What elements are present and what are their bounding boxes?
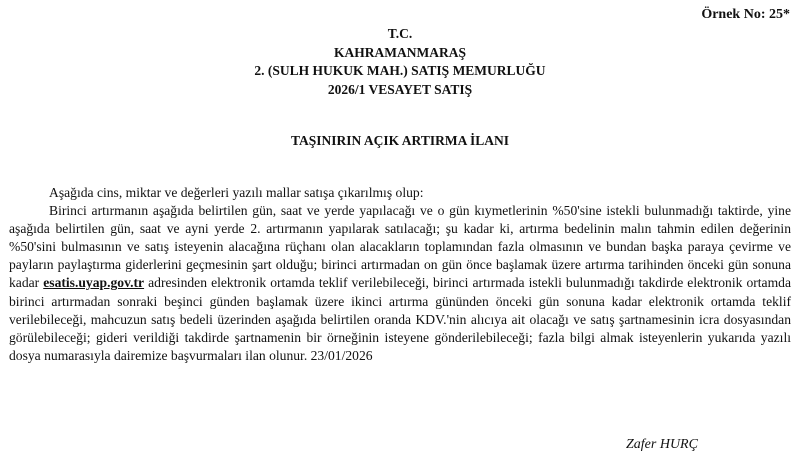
main-paragraph-text-2: adresinden elektronik ortamda teklif verilebileceği, birinci artırmada istekli bulunmadığı takdirde elektronik ortamda birinci artırmadan sonraki beşinci günden başlamak üzere ikinci artırma gününden önceki gün sonuna kadar elektronik ortamda teklif verilebileceği, mahcuzun satış bedeli üzerinden aşağıda belirtilen oranda KDV.'nin alıcıya ait olacağı ve satış şartnamesinin icra dosyasından görülebileceği; gideri verildiği takdirde şartnamenin bir örneğinin isteyene gönderilebileceği; fazla bilgi almak isteyenlerin yukarıda yazılı dosya numarasıyla dairemize başvurmaları ilan olunur. 23/01/2026	[9, 275, 791, 363]
signer-name: Zafer HURÇ	[626, 437, 698, 452]
header-line-office: 2. (SULH HUKUK MAH.) SATIŞ MEMURLUĞU	[254, 63, 546, 78]
main-paragraph	[9, 202, 791, 365]
sample-number: Örnek No: 25*	[701, 7, 790, 22]
main-paragraph-text-1: Birinci artırmanın aşağıda belirtilen gün, saat ve yerde yapılacağı ve o gün kıymetlerinin %50'sine istekli bulunmadığı taktirde, yine aşağıda belirtilen gün, saat ve ayni yerde 2. artırmanın yapılarak satılacağı; şu kadar ki, artırma bedelinin malın tahmin edilen değerinin %50'sini bulmasının ve satış isteyenin alacağına rüçhanı olan alacakların toplamından fazla olmasının ve bundan başka paraya çevirme ve payların paylaştırma giderlerini geçmesinin şart olduğu; birinci artırmadan on gün önce başlamak üzere artırma tarihinden önceki gün sonuna kadar	[9, 203, 791, 291]
document-header	[0, 25, 800, 99]
header-line-case-number: 2026/1 VESAYET SATIŞ	[327, 81, 473, 97]
intro-paragraph: Aşağıda cins, miktar ve değerleri yazılı mallar satışa çıkarılmış olup:	[49, 185, 424, 200]
announcement-body	[9, 184, 791, 365]
header-line-city: KAHRAMANMARAŞ	[334, 44, 466, 60]
header-line-tc: T.C.	[387, 26, 413, 41]
document-title: TAŞINIRIN AÇIK ARTIRMA İLANI	[291, 133, 509, 148]
esatis-link[interactable]: esatis.uyap.gov.tr	[43, 275, 145, 291]
